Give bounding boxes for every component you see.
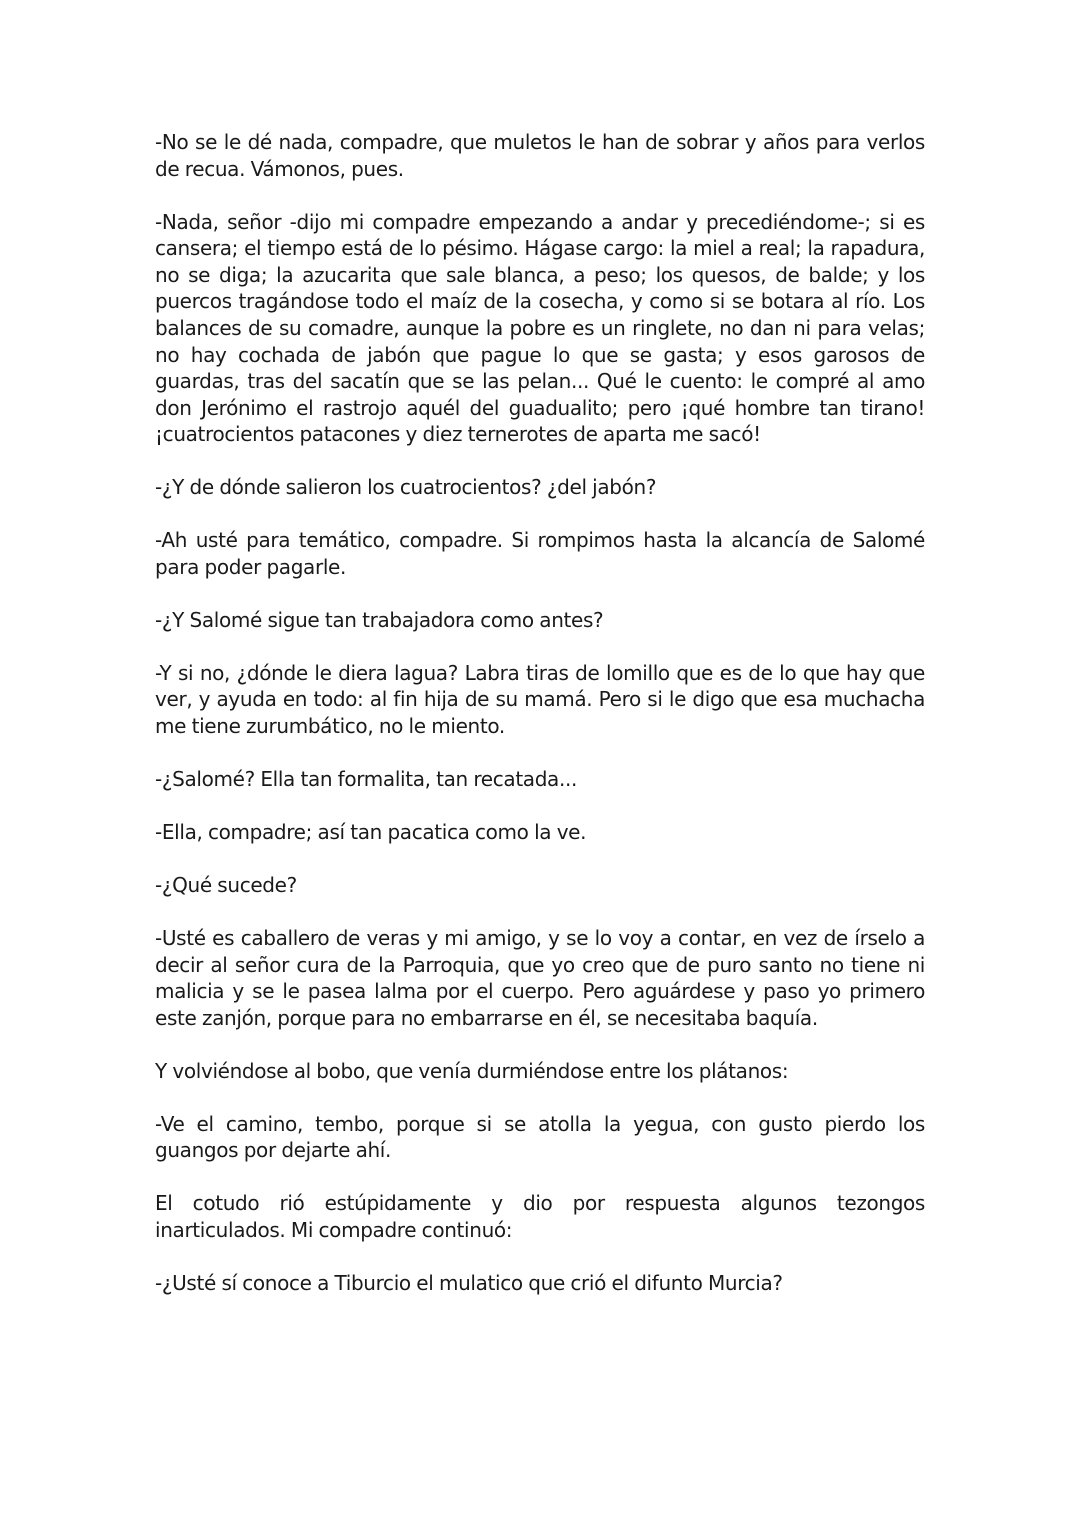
paragraph-narration-bobo: Y volviéndose al bobo, que venía durmiéndose entre los plátanos:: [155, 1058, 789, 1083]
paragraph-dialogue-cuatrocientos: -¿Y de dónde salieron los cuatrocientos? ¿del jabón?: [155, 475, 657, 500]
paragraph-dialogue-que-sucede: -¿Qué sucede?: [155, 873, 297, 897]
paragraph-dialogue-tiburcio: -¿Usté sí conoce a Tiburcio el mulatico que crió el difunto Murcia?: [155, 1270, 783, 1295]
paragraph-dialogue-alcancia: -Ah usté para temático, compadre. Si rompimos hasta la alcancía de Salomé para poder pagarle.: [155, 528, 925, 579]
paragraph-dialogue-formalita: -¿Salomé? Ella tan formalita, tan recatada...: [155, 767, 577, 792]
paragraph-dialogue-lagua: -Y si no, ¿dónde le diera lagua? Labra tiras de lomillo que es de lo que hay que ver, y ayuda en todo: al fin hija de su mamá. Pero si le digo que esa muchacha me tiene zurumbático, no le miento.: [155, 660, 925, 739]
paragraph-dialogue-cansera: -Nada, señor -dijo mi compadre empezando a andar y precediéndome-; si es cansera; el tiempo está de lo pésimo. Hágase cargo: la miel a real; la rapadura, no se diga; la azucarita que sale blanca, a peso; los quesos, de balde; y los puercos tragándose todo el maíz de la cosecha, y como si se botara al río. Los balances de su comadre, aunque la pobre es un ringlete, no dan ni para velas; no hay cochada de jabón que pague lo que se gasta; y esos garosos de guardas, tras del sacatín que se las pelan... Qué le cuento: le compré al amo don Jerónimo el rastrojo aquél del guadualito; pero ¡qué hombre tan tirano! ¡cuatrocientos patacones y diez ternerotes de aparta me sacó!: [155, 209, 925, 447]
paragraph-dialogue-caballero: -Usté es caballero de veras y mi amigo, y se lo voy a contar, en vez de írselo a decir al señor cura de la Parroquia, que yo creo que de puro santo no tiene ni malicia y se le pasea lalma por el cuerpo. Pero aguárdese y paso yo primero este zanjón, porque para no embarrarse en él, se necesitaba baquía.: [155, 925, 925, 1030]
document-page: [155, 129, 925, 1323]
paragraph-narration-cotudo: El cotudo rió estúpidamente y dio por respuesta algunos tezongos inarticulados. Mi compadre continuó:: [155, 1191, 925, 1242]
paragraph-dialogue-camino: -Ve el camino, tembo, porque si se atolla la yegua, con gusto pierdo los guangos por dejarte ahí.: [155, 1111, 925, 1163]
paragraph-dialogue-pacatica: -Ella, compadre; así tan pacatica como la ve.: [155, 820, 587, 845]
paragraph-dialogue-salome-trabajadora: -¿Y Salomé sigue tan trabajadora como antes?: [155, 607, 604, 632]
paragraph-dialogue-muletos: -No se le dé nada, compadre, que muletos le han de sobrar y años para verlos de recua. Vámonos, pues.: [155, 130, 925, 181]
